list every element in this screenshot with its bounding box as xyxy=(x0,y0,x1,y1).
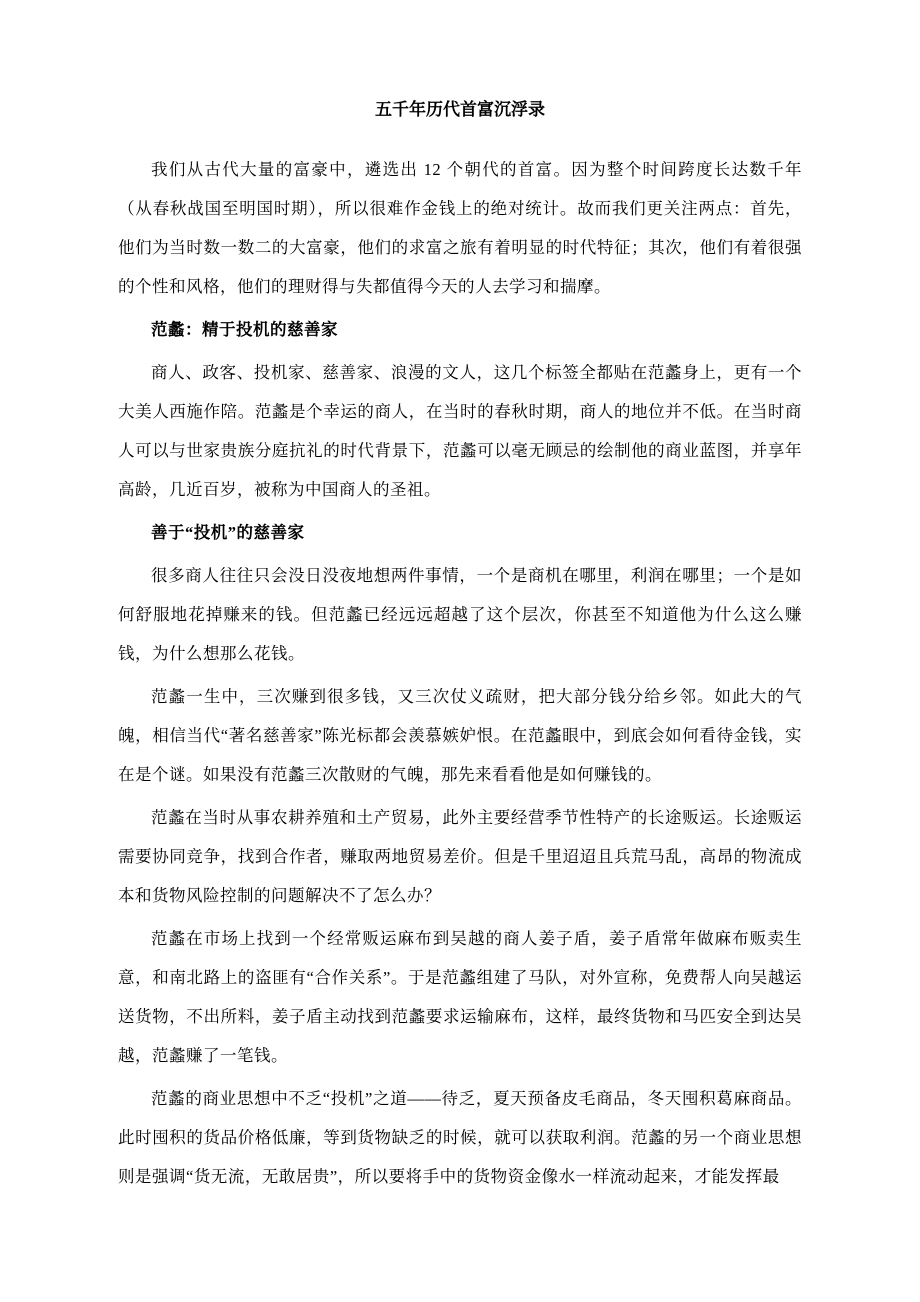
paragraph: 范蠡在当时从事农耕养殖和土产贸易，此外主要经营季节性特产的长途贩运。长途贩运需要协同竞争，找到合作者，赚取两地贸易差价。但是千里迢迢且兵荒马乱，高昂的物流成本和货物风险控制的问题解决不了怎么办？ xyxy=(118,808,802,905)
paragraph: 我们从古代大量的富豪中，遴选出 12 个朝代的首富。因为整个时间跨度长达数千年（从春秋战国至明国时期），所以很难作金钱上的绝对统计。故而我们更关注两点：首先，他们为当时数一数二的大富豪，他们的求富之旅有着明显的时代特征；其次，他们有着很强的个性和风格，他们的理财得与失都值得今天的人去学习和揣摩。 xyxy=(118,160,802,296)
paragraph: 范蠡一生中，三次赚到很多钱，又三次仗义疏财，把大部分钱分给乡邻。如此大的气魄，相信当代“著名慈善家”陈光标都会羡慕嫉妒恨。在范蠡眼中，到底会如何看待金钱，实在是个谜。如果没有范蠡三次散财的气魄，那先来看看他是如何赚钱的。 xyxy=(118,687,802,784)
paragraph: 很多商人往往只会没日没夜地想两件事情，一个是商机在哪里，利润在哪里；一个是如何舒服地花掉赚来的钱。但范蠡已经远远超越了这个层次，你甚至不知道他为什么这么赚钱，为什么想那么花钱。 xyxy=(118,566,802,663)
document-body xyxy=(118,150,802,1196)
section-heading: 范蠡：精于投机的慈善家 xyxy=(151,320,338,339)
paragraph: 范蠡的商业思想中不乏“投机”之道——待乏，夏天预备皮毛商品，冬天囤积葛麻商品。此时囤积的货品价格低廉，等到货物缺乏的时候，就可以获取利润。范蠡的另一个商业思想则是强调“货无流，无敢居贵”，所以要将手中的货物资金像水一样流动起来，才能发挥最 xyxy=(118,1089,802,1186)
section-heading: 善于“投机”的慈善家 xyxy=(151,523,305,542)
document-title: 五千年历代首富沉浮录 xyxy=(375,100,545,119)
paragraph: 商人、政客、投机家、慈善家、浪漫的文人，这几个标签全都贴在范蠡身上，更有一个大美人西施作陪。范蠡是个幸运的商人，在当时的春秋时期，商人的地位并不低。在当时商人可以与世家贵族分庭抗礼的时代背景下，范蠡可以毫无顾忌的绘制他的商业蓝图，并享年高龄，几近百岁，被称为中国商人的圣祖。 xyxy=(118,363,802,499)
paragraph: 范蠡在市场上找到一个经常贩运麻布到吴越的商人姜子盾，姜子盾常年做麻布贩卖生意，和南北路上的盗匪有“合作关系”。于是范蠡组建了马队，对外宣称，免费帮人向吴越运送货物，不出所料，姜子盾主动找到范蠡要求运输麻布，这样，最终货物和马匹安全到达吴越，范蠡赚了一笔钱。 xyxy=(118,929,802,1065)
